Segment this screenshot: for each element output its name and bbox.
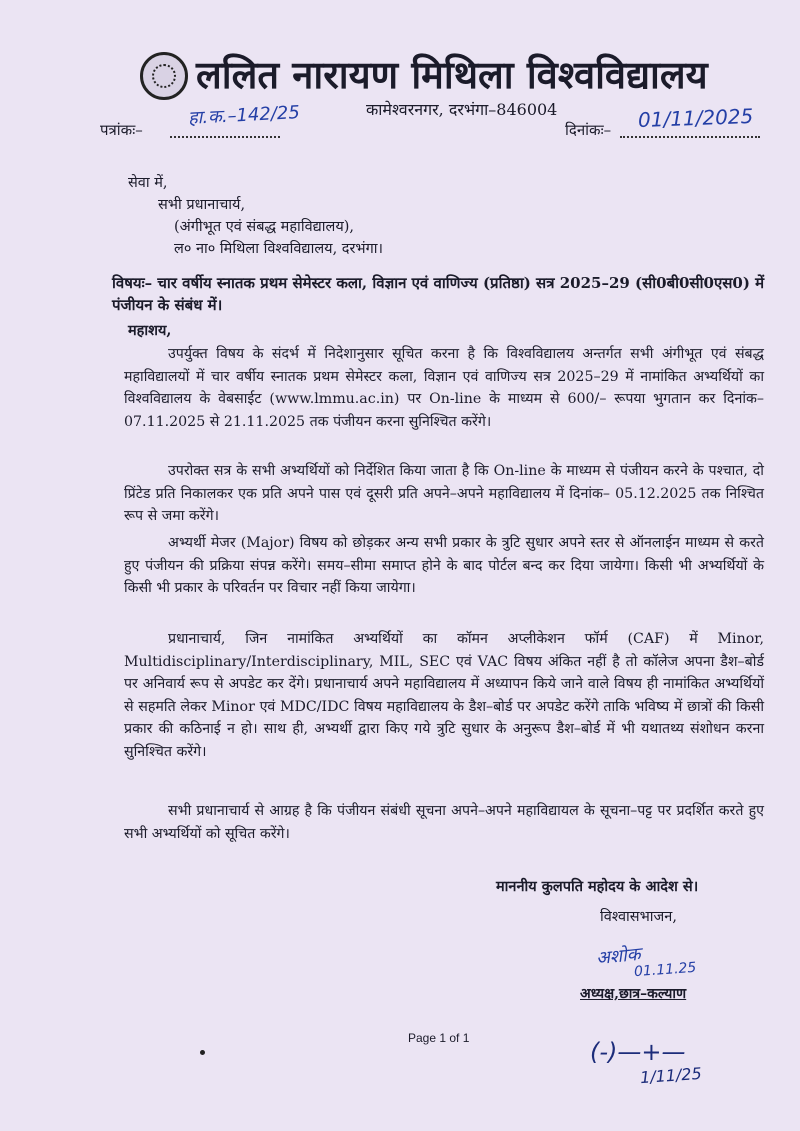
paragraph-registration: उपर्युक्त विषय के संदर्भ में निदेशानुसार सूचित करना है कि विश्वविद्यालय अन्तर्गत सभी अंगीभूत एवं संबद्ध महाविद्यालयों में चार वर्षीय स्नातक प्रथम सेमेस्टर कला, विज्ञान एवं वाणिज्य सत्र 2025–29 में नामांकित अभ्यर्थियों का विश्वविद्यालय के वेबसाईट (www.lmmu.ac.in) पर On-line के माध्यम से 600/– रूपया भुगतान कर दिनांक– 07.11.2025 से 21.11.2025 तक पंजीयन करना सुनिश्चित करेंगे। (124, 346, 764, 430)
signature-date: 01.11.25 (633, 959, 697, 981)
ink-dot (200, 1050, 205, 1055)
yours-faithfully: विश्वासभाजन, (600, 909, 677, 925)
university-seal-icon (140, 52, 188, 100)
subject-line: विषयः– चार वर्षीय स्नातक प्रथम सेमेस्टर कला, विज्ञान एवं वाणिज्य (प्रतिष्ठा) सत्र 2025–29 (सी0बी0सी0एस0) में पंजीयन के संबंध में। (112, 274, 765, 314)
university-name: ललित नारायण मिथिला विश्वविद्यालय (196, 52, 708, 97)
initial-mark-icon: (-)—+— (590, 1038, 686, 1066)
designation: अध्यक्ष,छात्र–कल्याण (580, 986, 687, 1002)
addressee-line3: ल० ना० मिथिला विश्वविद्यालय, दरभंगा। (174, 241, 384, 257)
paragraph-principal: प्रधानाचार्य, जिन नामांकित अभ्यर्थियों का कॉमन अप्लीकेशन फॉर्म (CAF) में Minor, Multidisciplinary/Interdisciplinary, MIL, SEC एवं VAC विषय अंकित नहीं है तो कॉलेज अपना डैश–बोर्ड पर अनिवार्य रूप से अपडेट कर देंगे। प्रधानाचार्य अपने महाविद्यालय में अध्यापन किये जाने वाले विषय ही नामांकित अभ्यर्थियों से सहमति लेकर Minor एवं MDC/IDC विषय महाविद्यालय के डैश–बोर्ड पर अपडेट करेंगे ताकि भविष्य में छात्रों की किसी प्रकार की कठिनाई न हो। साथ ही, अभ्यर्थी द्वारा किए गये त्रुटि सुधार के अनुरूप डैश–बोर्ड में भी यथातथ्य संशोधन करना सुनिश्चित करेंगे। (124, 631, 764, 760)
page-number: Page 1 of 1 (408, 1031, 470, 1045)
date-label: दिनांकः– (565, 121, 612, 139)
order-line: माननीय कुलपति महोदय के आदेश से। (496, 878, 699, 895)
addressee-to: सेवा में, (128, 175, 168, 191)
addressee-line1: सभी प्रधानाचार्य, (158, 197, 246, 213)
paragraph-notice: सभी प्रधानाचार्य से आग्रह है कि पंजीयन संबंधी सूचना अपने–अपने महाविद्यायल के सूचना–पट्ट पर प्रदर्शित करते हुए सभी अभ्यर्थियों को सूचित करेंगे। (124, 803, 764, 842)
paragraph-printout: उपरोक्त सत्र के सभी अभ्यर्थियों को निर्देशित किया जाता है कि On-line के माध्यम से पंजीयन करने के पश्चात, दो प्रिंटेड प्रति निकालकर एक प्रति अपने पास एवं दूसरी प्रति अपने–अपने महाविद्यालय में दिनांक– 05.12.2025 तक निश्चित रूप से जमा करेंगे। (124, 463, 764, 525)
initial-date: 1/11/25 (639, 1063, 703, 1088)
paragraph-correction: अभ्यर्थी मेजर (Major) विषय को छोड़कर अन्य सभी प्रकार के त्रुटि सुधार अपने स्तर से ऑनलाईन माध्यम से करते हुए पंजीयन की प्रक्रिया संपन्न करेंगे। समय–सीमा समाप्त होने के बाद पोर्टल बन्द कर दिया जायेगा। किसी भी अभ्यर्थियों के किसी भी प्रकार के परिवर्तन पर विचार नहीं किया जायेगा। (124, 535, 764, 597)
ref-number: हा.क.–142/25 (187, 102, 301, 129)
university-address: कामेश्वरनगर, दरभंगा–846004 (366, 100, 558, 119)
signature: अशोक (595, 943, 642, 970)
addressee-line2: (अंगीभूत एवं संबद्ध महाविद्यालय), (174, 219, 355, 235)
ref-label: पत्रांकः– (100, 121, 143, 139)
date-value: 01/11/2025 (637, 103, 754, 133)
salutation: महाशय, (128, 322, 172, 339)
